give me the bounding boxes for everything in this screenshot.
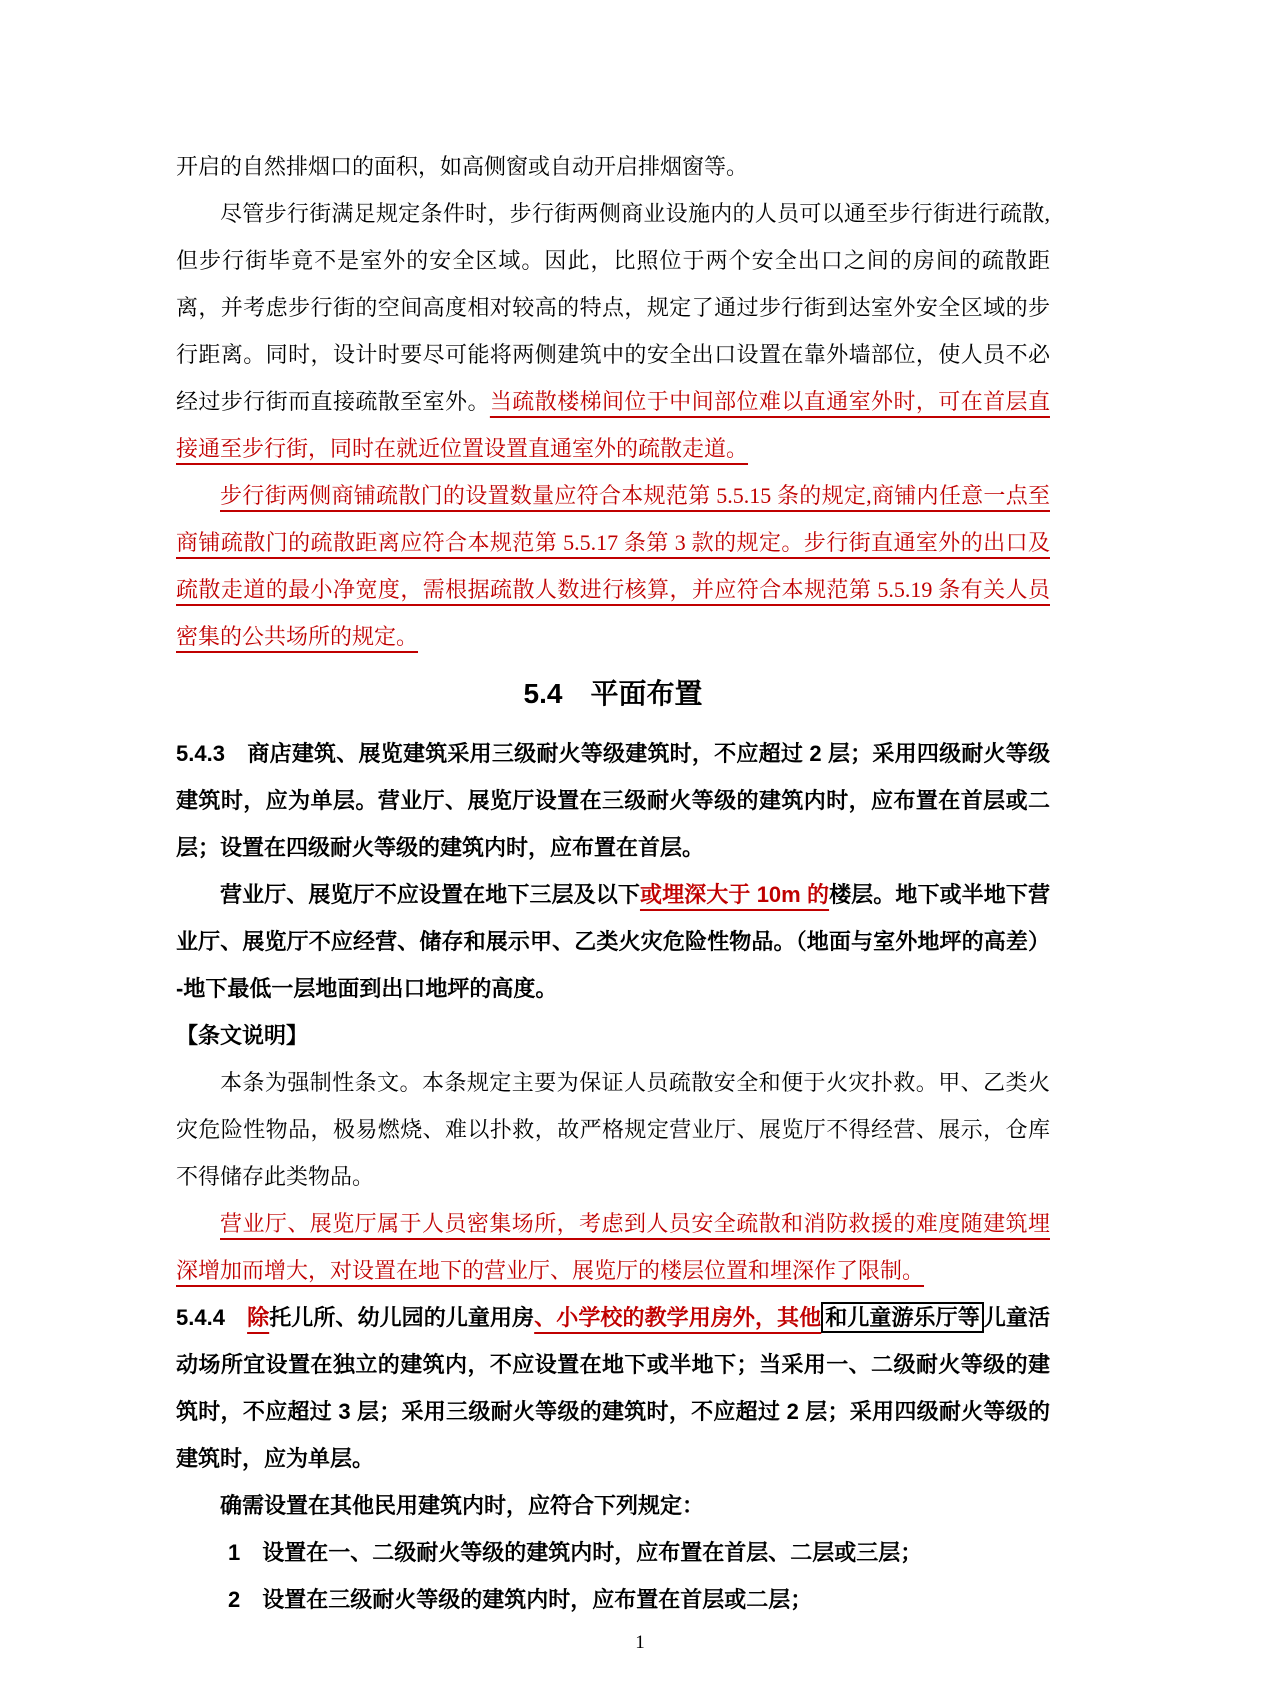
text-run: 儿童活动场所宜设置在独立的建筑内，不应设置在地下或半地下；当采用一、二级耐火等级的建筑时，不应超过 3 层；采用三级耐火等级的建筑时，不应超过 2 层；采用四级耐火等级的建筑时，应为单层。 — [176, 1305, 1050, 1471]
clause-5-4-4-other-buildings — [176, 1482, 1050, 1529]
text-run: 5.4.3 商店建筑、展览建筑采用三级耐火等级建筑时，不应超过 2 层；采用四级耐火等级建筑时，应为单层。营业厅、展览厅设置在三级耐火等级的建筑内时，应布置在首层或二层；设置在四级耐火等级的建筑内时，应布置在首层。 — [176, 741, 1050, 860]
text-run: 确需设置在其他民用建筑内时，应符合下列规定： — [220, 1493, 705, 1518]
para-pedestrian-street-evacuation — [176, 190, 1050, 472]
list-number: 2 — [228, 1587, 241, 1612]
text-run: 5.4 平面布置 — [523, 678, 703, 709]
text-run: 尽管步行街满足规定条件时，步行街两侧商业设施内的人员可以通至步行街进行疏散,但步行街毕竟不是室外的安全区域。因此，比照位于两个安全出口之间的房间的疏散距离，并考虑步行街的空间高度相对较高的特点，规定了通过步行街到达室外安全区域的步行距离。同时，设计时要尽可能将两侧建筑中的安全出口设置在靠外墙部位，使人员不必经过步行街而直接疏散至室外。 — [176, 201, 1050, 414]
text-run: 托儿所、幼儿园的儿童用房 — [269, 1305, 535, 1330]
inserted-text: 营业厅、展览厅属于人员密集场所，考虑到人员安全疏散和消防救援的难度随建筑埋深增加而增大，对设置在地下的营业厅、展览厅的楼层位置和埋深作了限制。 — [176, 1211, 1050, 1283]
list-number: 1 — [228, 1540, 241, 1565]
inserted-text: 或埋深大于 10m 的 — [639, 882, 830, 907]
text-run: 开启的自然排烟口的面积，如高侧窗或自动开启排烟窗等。 — [176, 154, 749, 179]
para-explanation-mandatory — [176, 1059, 1050, 1200]
inserted-text: 步行街两侧商铺疏散门的设置数量应符合本规范第 5.5.15 条的规定,商铺内任意一点至商铺疏散门的疏散距离应符合本规范第 5.5.17 条第 3 款的规定。步行街直通室外的出口及疏散走道的最小净宽度，需根据疏散人数进行核算，并应符合本规范第 5.5.19 条有关人员密集的公共场所的规定。 — [176, 483, 1050, 649]
text-run: 设置在三级耐火等级的建筑内时，应布置在首层或二层； — [262, 1587, 813, 1612]
text-run: 设置在一、二级耐火等级的建筑内时，应布置在首层、二层或三层； — [262, 1540, 923, 1565]
para-smoke-vent-continuation — [176, 143, 1050, 190]
text-run: 本条为强制性条文。本条规定主要为保证人员疏散安全和便于火灾扑救。甲、乙类火灾危险性物品，极易燃烧、难以扑救，故严格规定营业厅、展览厅不得经营、展示，仓库不得储存此类物品。 — [176, 1070, 1050, 1189]
clause-5-4-4-item-2 — [176, 1576, 1050, 1623]
clause-5-4-4 — [176, 1294, 1050, 1482]
document-body — [176, 143, 1050, 1623]
label-clause-explanation — [176, 1012, 1050, 1059]
text-run: 5.4.4 — [176, 1305, 248, 1330]
clause-5-4-3 — [176, 730, 1050, 871]
text-run: 营业厅、展览厅不应设置在地下三层及以下 — [220, 882, 640, 907]
inserted-text: 当疏散楼梯间位于中间部位难以直通室外时，可在首层直接通至步行街，同时在就近位置设置直通室外的疏散走道。 — [176, 389, 1050, 461]
inserted-text: 、小学校的教学用房外，其他 — [534, 1305, 822, 1330]
page-number: 1 — [635, 1632, 645, 1653]
para-shop-evacuation-doors — [176, 472, 1050, 660]
text-run: 【条文说明】 — [176, 1023, 309, 1048]
clause-5-4-3-basement — [176, 871, 1050, 1012]
section-heading-5-4 — [176, 668, 1050, 720]
inserted-text: 除 — [247, 1305, 270, 1330]
text-run: 楼层。地下或半地下营业厅、展览厅不应经营、储存和展示甲、乙类火灾危险性物品。（地面与室外地坪的高差）-地下最低一层地面到出口地坪的高度。 — [176, 882, 1050, 1001]
clause-5-4-4-item-1 — [176, 1529, 1050, 1576]
boxed-text: 和儿童游乐厅等 — [821, 1302, 984, 1333]
para-explanation-depth-limit — [176, 1200, 1050, 1294]
